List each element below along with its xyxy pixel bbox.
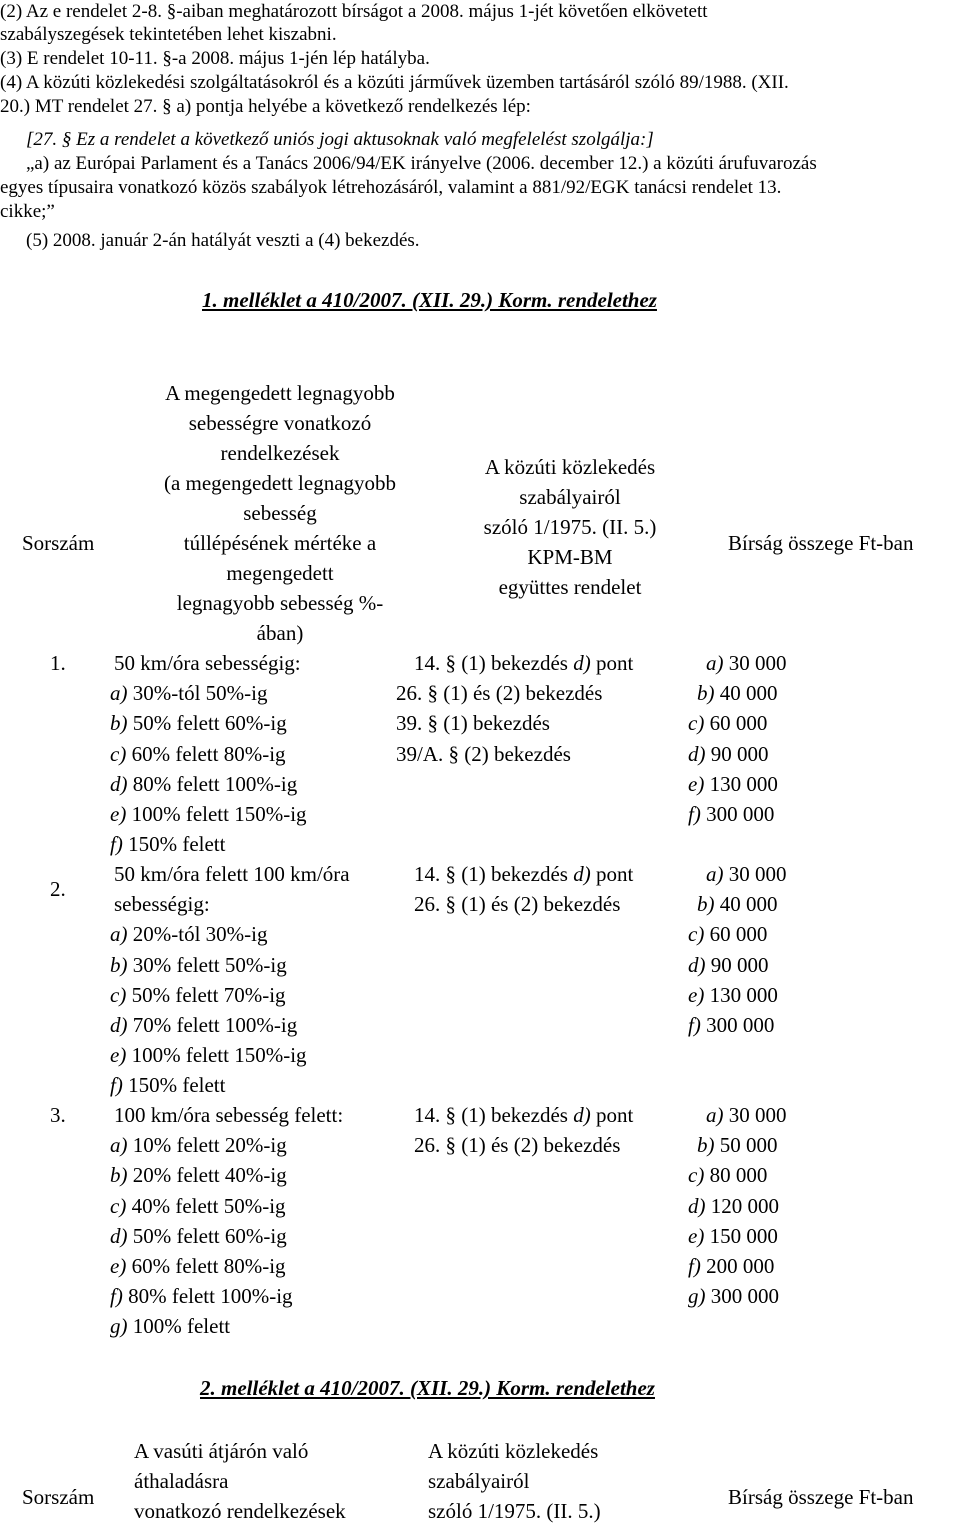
row-fine-line: b) 50 000: [697, 1133, 778, 1157]
intro-line-7: „a) az Európai Parlament és a Tanács 2006/94/EK irányelve (2006. december 12.) a közúti árufuvarozás: [26, 153, 817, 174]
row-desc-line: e) 100% felett 150%-ig: [110, 1043, 307, 1067]
annex2-header-kpm-rule: [428, 1436, 601, 1526]
row-desc-line: f) 80% felett 100%-ig: [110, 1284, 293, 1308]
row-desc-line: a) 10% felett 20%-ig: [110, 1133, 287, 1157]
row-desc-line: d) 50% felett 60%-ig: [110, 1224, 287, 1248]
annex1-header-number: Sorszám: [22, 531, 95, 555]
row-desc-line: 100 km/óra sebesség felett:: [114, 1103, 344, 1127]
row-fine-line: d) 120 000: [688, 1194, 779, 1218]
row-fine-line: e) 150 000: [688, 1224, 778, 1248]
row-number: 2.: [50, 877, 66, 901]
annex1-provisions-header-line: A megengedett legnagyobb: [165, 381, 395, 405]
annex1-header-kpm-rule: [450, 452, 690, 602]
row-rule-line: 39/A. § (2) bekezdés: [396, 742, 571, 766]
annex2-provisions-header-line: A vasúti átjárón való: [134, 1439, 309, 1463]
annex1-provisions-header-line: (a megengedett legnagyobb: [163, 471, 397, 495]
annex2-title: 2. melléklet a 410/2007. (XII. 29.) Korm. rendelethez: [200, 1376, 655, 1400]
annex1-provisions-header-line: megengedett: [226, 561, 334, 585]
row-desc-line: f) 150% felett: [110, 1073, 226, 1097]
annex1-header-fine: Bírság összege Ft-ban: [728, 531, 914, 555]
row-desc-line: b) 50% felett 60%-ig: [110, 711, 287, 735]
row-desc-line: 50 km/óra felett 100 km/óra: [114, 862, 350, 886]
annex1-provisions-header-line: rendelkezések: [220, 441, 340, 465]
row-desc-line: d) 70% felett 100%-ig: [110, 1013, 298, 1037]
row-fine-line: d) 90 000: [688, 742, 769, 766]
intro-line-9: cikke;”: [0, 201, 55, 222]
annex1-provisions-header-line: legnagyobb sebesség %-: [176, 591, 384, 615]
row-rule-line: 26. § (1) és (2) bekezdés: [414, 892, 621, 916]
row-desc-line: b) 30% felett 50%-ig: [110, 953, 287, 977]
row-fine-line: c) 80 000: [688, 1163, 768, 1187]
row-fine-line: f) 200 000: [688, 1254, 775, 1278]
row-fine-line: a) 30 000: [706, 1103, 787, 1127]
annex1-kpm-header-line: szabályairól: [519, 485, 621, 509]
row-fine-line: e) 130 000: [688, 772, 778, 796]
row-fine-line: c) 60 000: [688, 922, 768, 946]
row-desc-line: e) 100% felett 150%-ig: [110, 802, 307, 826]
row-number: 3.: [50, 1103, 66, 1127]
intro-line-8: egyes típusaira vonatkozó közös szabályok létrehozásáról, valamint a 881/92/EGK tanácsi rendelet 13.: [0, 177, 782, 198]
intro-line-4: (4) A közúti közlekedési szolgáltatásokról és a közúti járművek üzemben tartásáról szóló 89/1988. (XII.: [0, 72, 789, 93]
row-desc-line: c) 60% felett 80%-ig: [110, 742, 286, 766]
row-number: 1.: [50, 651, 66, 675]
annex1-provisions-header-line: sebességre vonatkozó: [188, 411, 372, 435]
row-desc-line: b) 20% felett 40%-ig: [110, 1163, 287, 1187]
row-rule-line: 14. § (1) bekezdés d) pont: [414, 651, 634, 675]
row-desc-line: c) 40% felett 50%-ig: [110, 1194, 286, 1218]
row-desc-line: e) 60% felett 80%-ig: [110, 1254, 286, 1278]
annex1-title: 1. melléklet a 410/2007. (XII. 29.) Korm. rendelethez: [202, 288, 657, 312]
annex2-kpm-header-line: szóló 1/1975. (II. 5.): [428, 1499, 601, 1523]
row-desc-line: g) 100% felett: [110, 1314, 231, 1338]
annex1-kpm-header-line: KPM-BM: [527, 545, 613, 569]
row-fine-line: b) 40 000: [697, 892, 778, 916]
annex2-provisions-header-line: vonatkozó rendelkezések: [134, 1499, 346, 1523]
row-fine-line: g) 300 000: [688, 1284, 779, 1308]
intro-line-2: szabályszegések tekintetében lehet kiszabni.: [0, 24, 337, 45]
intro-line-10: (5) 2008. január 2-án hatályát veszti a (4) bekezdés.: [26, 230, 420, 251]
intro-line-3: (3) E rendelet 10-11. §-a 2008. május 1-jén lép hatályba.: [0, 48, 430, 69]
row-desc-line: f) 150% felett: [110, 832, 226, 856]
annex1-header-provisions: [130, 378, 430, 648]
row-fine-line: c) 60 000: [688, 711, 768, 735]
row-desc-line: a) 30%-tól 50%-ig: [110, 681, 268, 705]
row-desc-line: c) 50% felett 70%-ig: [110, 983, 286, 1007]
annex1-provisions-header-line: sebesség: [243, 501, 317, 525]
annex2-header-provisions: [134, 1436, 346, 1526]
row-desc-line: sebességig:: [114, 892, 210, 916]
row-fine-line: b) 40 000: [697, 681, 778, 705]
intro-line-6: [27. § Ez a rendelet a következő uniós jogi aktusoknak való megfelelést szolgálja:]: [26, 129, 654, 150]
annex2-header-number: Sorszám: [22, 1485, 95, 1509]
intro-line-1: (2) Az e rendelet 2-8. §-aiban meghatározott bírságot a 2008. május 1-jét követően elkövetett: [0, 1, 708, 22]
row-fine-line: d) 90 000: [688, 953, 769, 977]
annex2-provisions-header-line: áthaladásra: [134, 1469, 229, 1493]
annex1-provisions-header-line: túllépésének mértéke a: [183, 531, 377, 555]
row-rule-line: 26. § (1) és (2) bekezdés: [396, 681, 603, 705]
row-fine-line: a) 30 000: [706, 651, 787, 675]
row-rule-line: 14. § (1) bekezdés d) pont: [414, 1103, 634, 1127]
annex1-kpm-header-line: A közúti közlekedés: [484, 455, 656, 479]
annex2-kpm-header-line: szabályairól: [428, 1469, 530, 1493]
annex1-kpm-header-line: szóló 1/1975. (II. 5.): [483, 515, 657, 539]
row-desc-line: 50 km/óra sebességig:: [114, 651, 301, 675]
row-rule-line: 26. § (1) és (2) bekezdés: [414, 1133, 621, 1157]
row-desc-line: a) 20%-tól 30%-ig: [110, 922, 268, 946]
row-rule-line: 14. § (1) bekezdés d) pont: [414, 862, 634, 886]
annex1-provisions-header-line: ában): [256, 621, 304, 645]
row-fine-line: a) 30 000: [706, 862, 787, 886]
annex2-header-fine: Bírság összege Ft-ban: [728, 1485, 914, 1509]
row-fine-line: e) 130 000: [688, 983, 778, 1007]
row-fine-line: f) 300 000: [688, 802, 775, 826]
row-fine-line: f) 300 000: [688, 1013, 775, 1037]
annex2-kpm-header-line: A közúti közlekedés: [428, 1439, 599, 1463]
intro-line-5: 20.) MT rendelet 27. § a) pontja helyébe a következő rendelkezés lép:: [0, 96, 531, 117]
row-rule-line: 39. § (1) bekezdés: [396, 711, 550, 735]
row-desc-line: d) 80% felett 100%-ig: [110, 772, 298, 796]
annex1-kpm-header-line: együttes rendelet: [498, 575, 642, 599]
